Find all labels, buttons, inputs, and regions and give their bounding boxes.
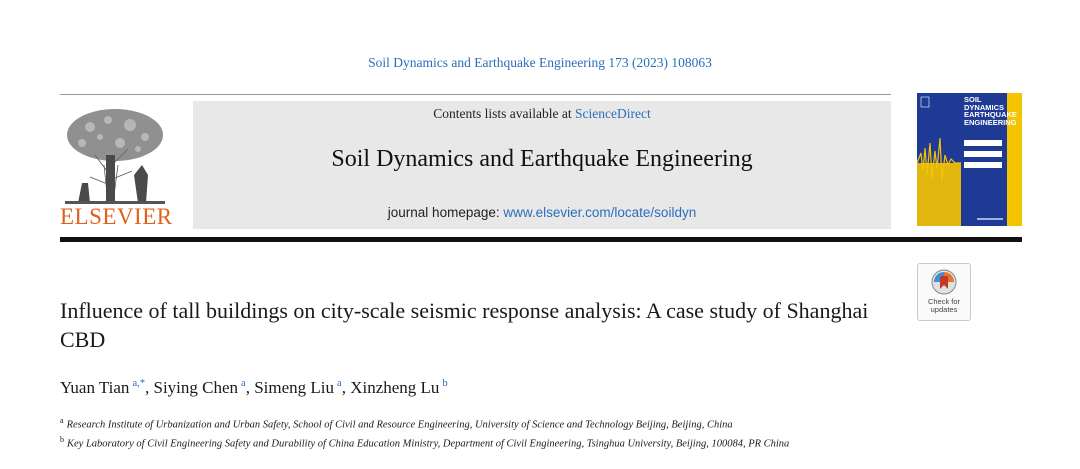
elsevier-tree-icon bbox=[60, 105, 170, 205]
cover-bar bbox=[964, 140, 1002, 146]
sciencedirect-link[interactable]: ScienceDirect bbox=[575, 106, 651, 121]
author-list bbox=[60, 378, 448, 398]
homepage-line bbox=[193, 205, 891, 220]
author-name[interactable]: Simeng Liu bbox=[254, 378, 335, 397]
journal-homepage-link[interactable]: www.elsevier.com/locate/soildyn bbox=[503, 205, 697, 220]
header-rule bbox=[60, 94, 891, 95]
author-separator: , bbox=[341, 378, 351, 397]
author-affiliation-mark[interactable]: b bbox=[442, 378, 448, 389]
affiliation-list bbox=[60, 414, 900, 451]
crossmark-label bbox=[918, 298, 970, 314]
homepage-prefix: journal homepage: bbox=[387, 205, 504, 220]
publisher-name: ELSEVIER bbox=[60, 204, 173, 229]
crossmark-label-line2: updates bbox=[930, 305, 958, 314]
journal-cover[interactable] bbox=[917, 93, 1022, 226]
journal-citation[interactable]: Soil Dynamics and Earthquake Engineering 173 (2023) 108063 bbox=[368, 55, 712, 70]
affiliation-text: Research Institute of Urbanization and Urban Safety, School of Civil and Resource Engineering, University of Science and Technology Beijing, Beijing, China bbox=[66, 419, 733, 431]
crossmark-label-line1: Check for bbox=[927, 297, 961, 306]
affiliation-item bbox=[60, 433, 900, 452]
cover-bar bbox=[964, 162, 1002, 168]
author-affiliation-mark[interactable]: a bbox=[241, 378, 246, 389]
author-separator: , bbox=[144, 378, 154, 397]
author-name[interactable]: Siying Chen bbox=[153, 378, 239, 397]
author-name[interactable]: Yuan Tian bbox=[60, 378, 130, 397]
crossmark-icon bbox=[931, 269, 957, 297]
cover-title: SOIL DYNAMICS EARTHQUAKE ENGINEERING bbox=[964, 95, 1017, 127]
journal-title: Soil Dynamics and Earthquake Engineering bbox=[331, 146, 753, 172]
contents-line bbox=[193, 106, 891, 122]
check-for-updates-badge[interactable] bbox=[917, 263, 971, 321]
author-separator: , bbox=[245, 378, 255, 397]
author-affiliation-mark[interactable]: a bbox=[337, 378, 342, 389]
contents-prefix: Contents lists available at bbox=[433, 106, 575, 121]
author-affiliation-mark[interactable]: a,* bbox=[132, 378, 145, 389]
publisher-logo[interactable] bbox=[60, 105, 173, 229]
header-rule-thick bbox=[60, 237, 1022, 242]
author-name[interactable]: Xinzheng Lu bbox=[350, 378, 440, 397]
affiliation-mark: b bbox=[60, 434, 64, 444]
journal-banner bbox=[193, 101, 891, 229]
affiliation-mark: a bbox=[60, 416, 64, 425]
affiliation-text: Key Laboratory of Civil Engineering Safety and Durability of China Education Ministry, Department of Civil Engineering, Tsinghua University, Beijing, 100084, PR China bbox=[67, 438, 790, 449]
article-title: Influence of tall buildings on city-scale seismic response analysis: A case study of Shanghai CBD bbox=[60, 298, 869, 352]
cover-bar bbox=[964, 151, 1002, 157]
affiliation-item bbox=[60, 414, 900, 433]
